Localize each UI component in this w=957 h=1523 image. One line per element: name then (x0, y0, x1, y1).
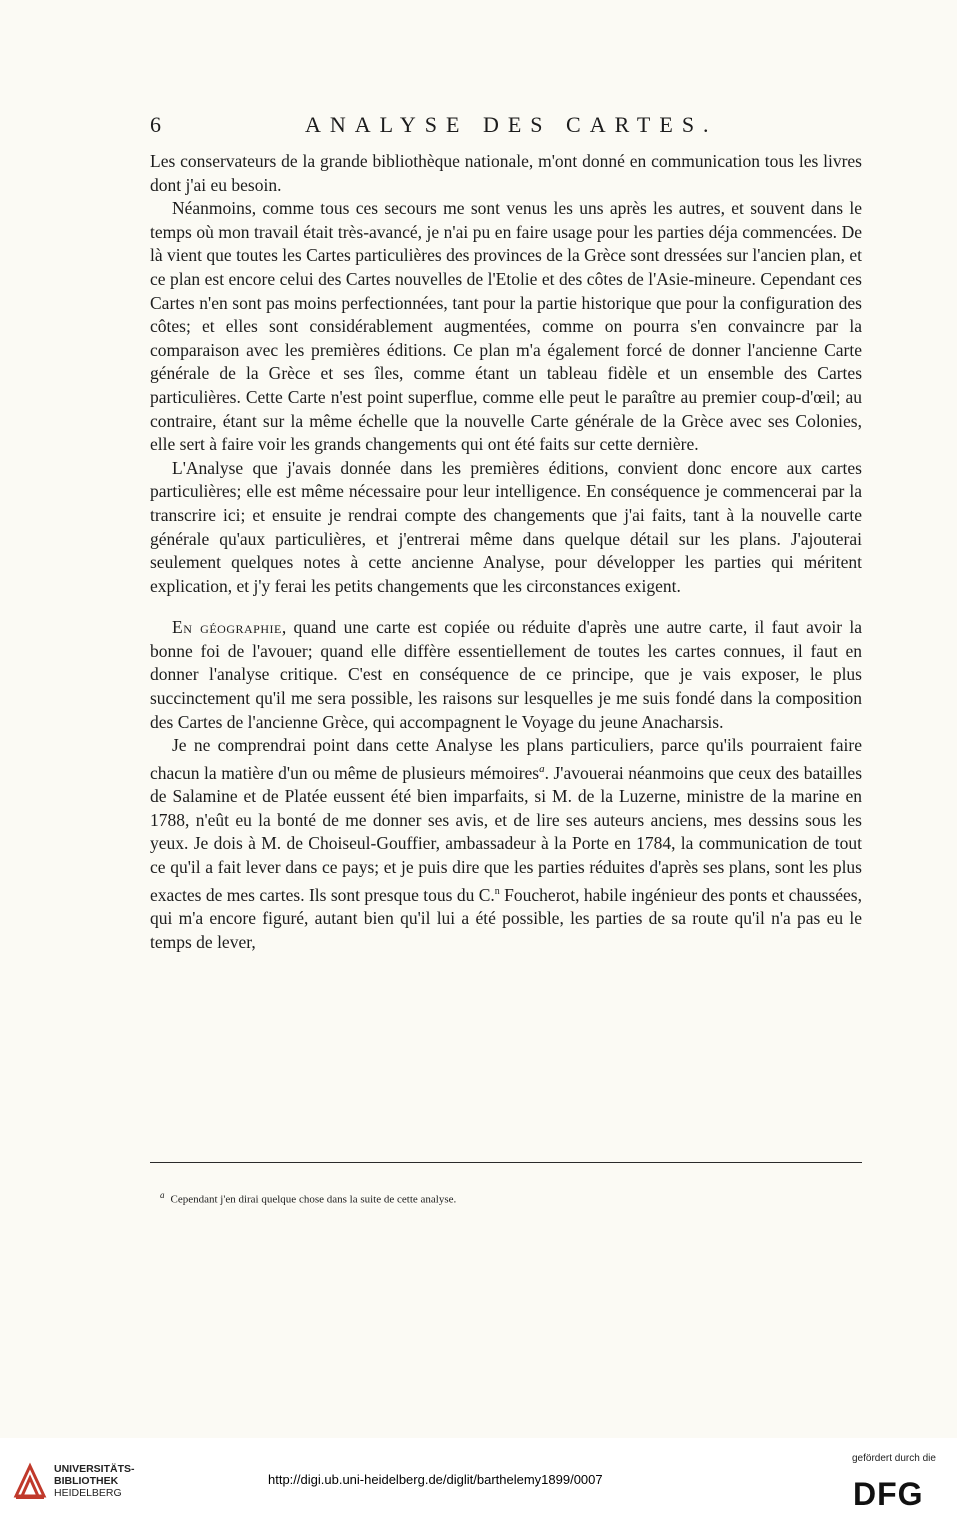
page-number: 6 (150, 112, 161, 137)
university-library-logo-icon[interactable] (12, 1460, 48, 1502)
paragraph-4-lead: En géographie (172, 617, 282, 638)
uni-line-1: UNIVERSITÄTS- (54, 1463, 135, 1475)
body-text (150, 150, 862, 954)
paragraph-5 (150, 734, 862, 954)
paragraph-5-part-b: . J'avouerai néanmoins que ceux des batailles de Salamine et de Platée eussent été bien imparfaits, si M. de la Luzerne, ministre de la marine en 1788, n'eût eu la bonté de me donner ses avis, et de lire ses auteurs anciens, mes dessins sous les yeux. Je dois à M. de Choiseul-Gouffier, ambassadeur à la Porte en 1784, la communication de tout ce qu'il a fait lever dans ce pays; et je puis dire que les parties réduites d'après ses plans, sont les plus exactes de mes cartes. Ils sont presque tous du C. (150, 762, 863, 905)
uni-line-3: HEIDELBERG (54, 1487, 122, 1499)
paragraph-4 (150, 616, 862, 734)
footnote-rule (150, 1162, 862, 1163)
permalink-url[interactable]: http://digi.ub.uni-heidelberg.de/diglit/barthelemy1899/0007 (268, 1472, 603, 1487)
citizen-abbrev-sup: n (494, 885, 500, 897)
running-title: ANALYSE DES CARTES. (305, 112, 718, 137)
footnote (160, 1190, 860, 1206)
funded-by-label: gefördert durch die (852, 1453, 936, 1464)
paragraph-5-part-a: Je ne comprendrai point dans cette Analyse les plans particuliers, parce qu'ils pourraient faire chacun la matière d'un ou même de plusieurs mémoires (150, 735, 862, 783)
dfg-logo[interactable]: DFG (853, 1476, 924, 1512)
paragraph-4-text: , quand une carte est copiée ou réduite d'après une autre carte, il faut avoir la bonne foi de l'avouer; quand elle diffère essentiellement de toutes les cartes connues, il faut en donner l'analyse critique. C'est en conséquence de ce principe, que je vais exposer, le plus succinctement qu'il me sera possible, les raisons sur lesquelles je me suis fondé dans la composition des Cartes de l'ancienne Grèce, qui accompagnent le Voyage du jeune Anacharsis. (150, 617, 862, 732)
uni-line-2: BIBLIOTHEK (54, 1475, 119, 1487)
viewer-footer (0, 1438, 957, 1523)
footnote-reference[interactable]: a (539, 762, 545, 775)
university-library-name[interactable] (54, 1463, 135, 1499)
footnote-mark: a (160, 1190, 165, 1200)
paragraph-5-part-c: Foucherot, habile ingénieur des ponts et chaussées, qui m'a encore figuré, autant bien qu'il lui a été possible, les parties de sa route qu'il n'a pas eu le temps de lever, (150, 884, 862, 952)
paragraph-3: L'Analyse que j'avais donnée dans les premières éditions, convient donc encore aux cartes particulières; elle est même nécessaire pour leur intelligence. En conséquence je commencerai par la transcrire ici; et ensuite je rendrai compte des changements que j'ai faits, tant à la nouvelle carte générale qu'aux particulières, et j'entrerai même dans quelque détail sur les plans. J'ajouterai seulement quelques notes à cette ancienne Analyse, pour développer les parties qui méritent explication, et j'y ferai les petits changements que les circonstances exigent. (150, 457, 862, 596)
paragraph-2: Néanmoins, comme tous ces secours me sont venus les uns après les autres, et souvent dans le temps où mon travail était très-avancé, je n'ai pu en faire usage pour les parties déja commencées. De là vient que toutes les Cartes particulières des provinces de la Grèce sont dressées sur l'ancien plan, et ce plan est encore celui des Cartes nouvelles de l'Etolie et des côtes de l'Asie-mineure. Cependant ces Cartes n'en sont pas moins perfectionnées, tant pour la partie historique que pour la configuration des côtes; et elles sont considérablement augmentées, comme on pourra s'en convaincre par la comparaison avec les premières éditions. Ce plan m'a également forcé de donner l'ancienne Carte générale de la Grèce et ses îles, comme étant un tableau fidèle et un ensemble des Cartes particulières. Cette Carte n'est point superflue, comme elle peut le paraître au premier coup-d'œil; au contraire, étant sur la même échelle que la nouvelle Carte générale de la Grèce avec ses Colonies, elle sert à faire voir les grands changements qui ont été faits sur cette dernière. (150, 198, 862, 455)
footnote-text: Cependant j'en dirai quelque chose dans la suite de cette analyse. (170, 1193, 457, 1206)
page-header (150, 112, 862, 142)
paragraph-1: Les conservateurs de la grande bibliothèque nationale, m'ont donné en communication tous les livres dont j'ai eu besoin. (150, 151, 862, 195)
